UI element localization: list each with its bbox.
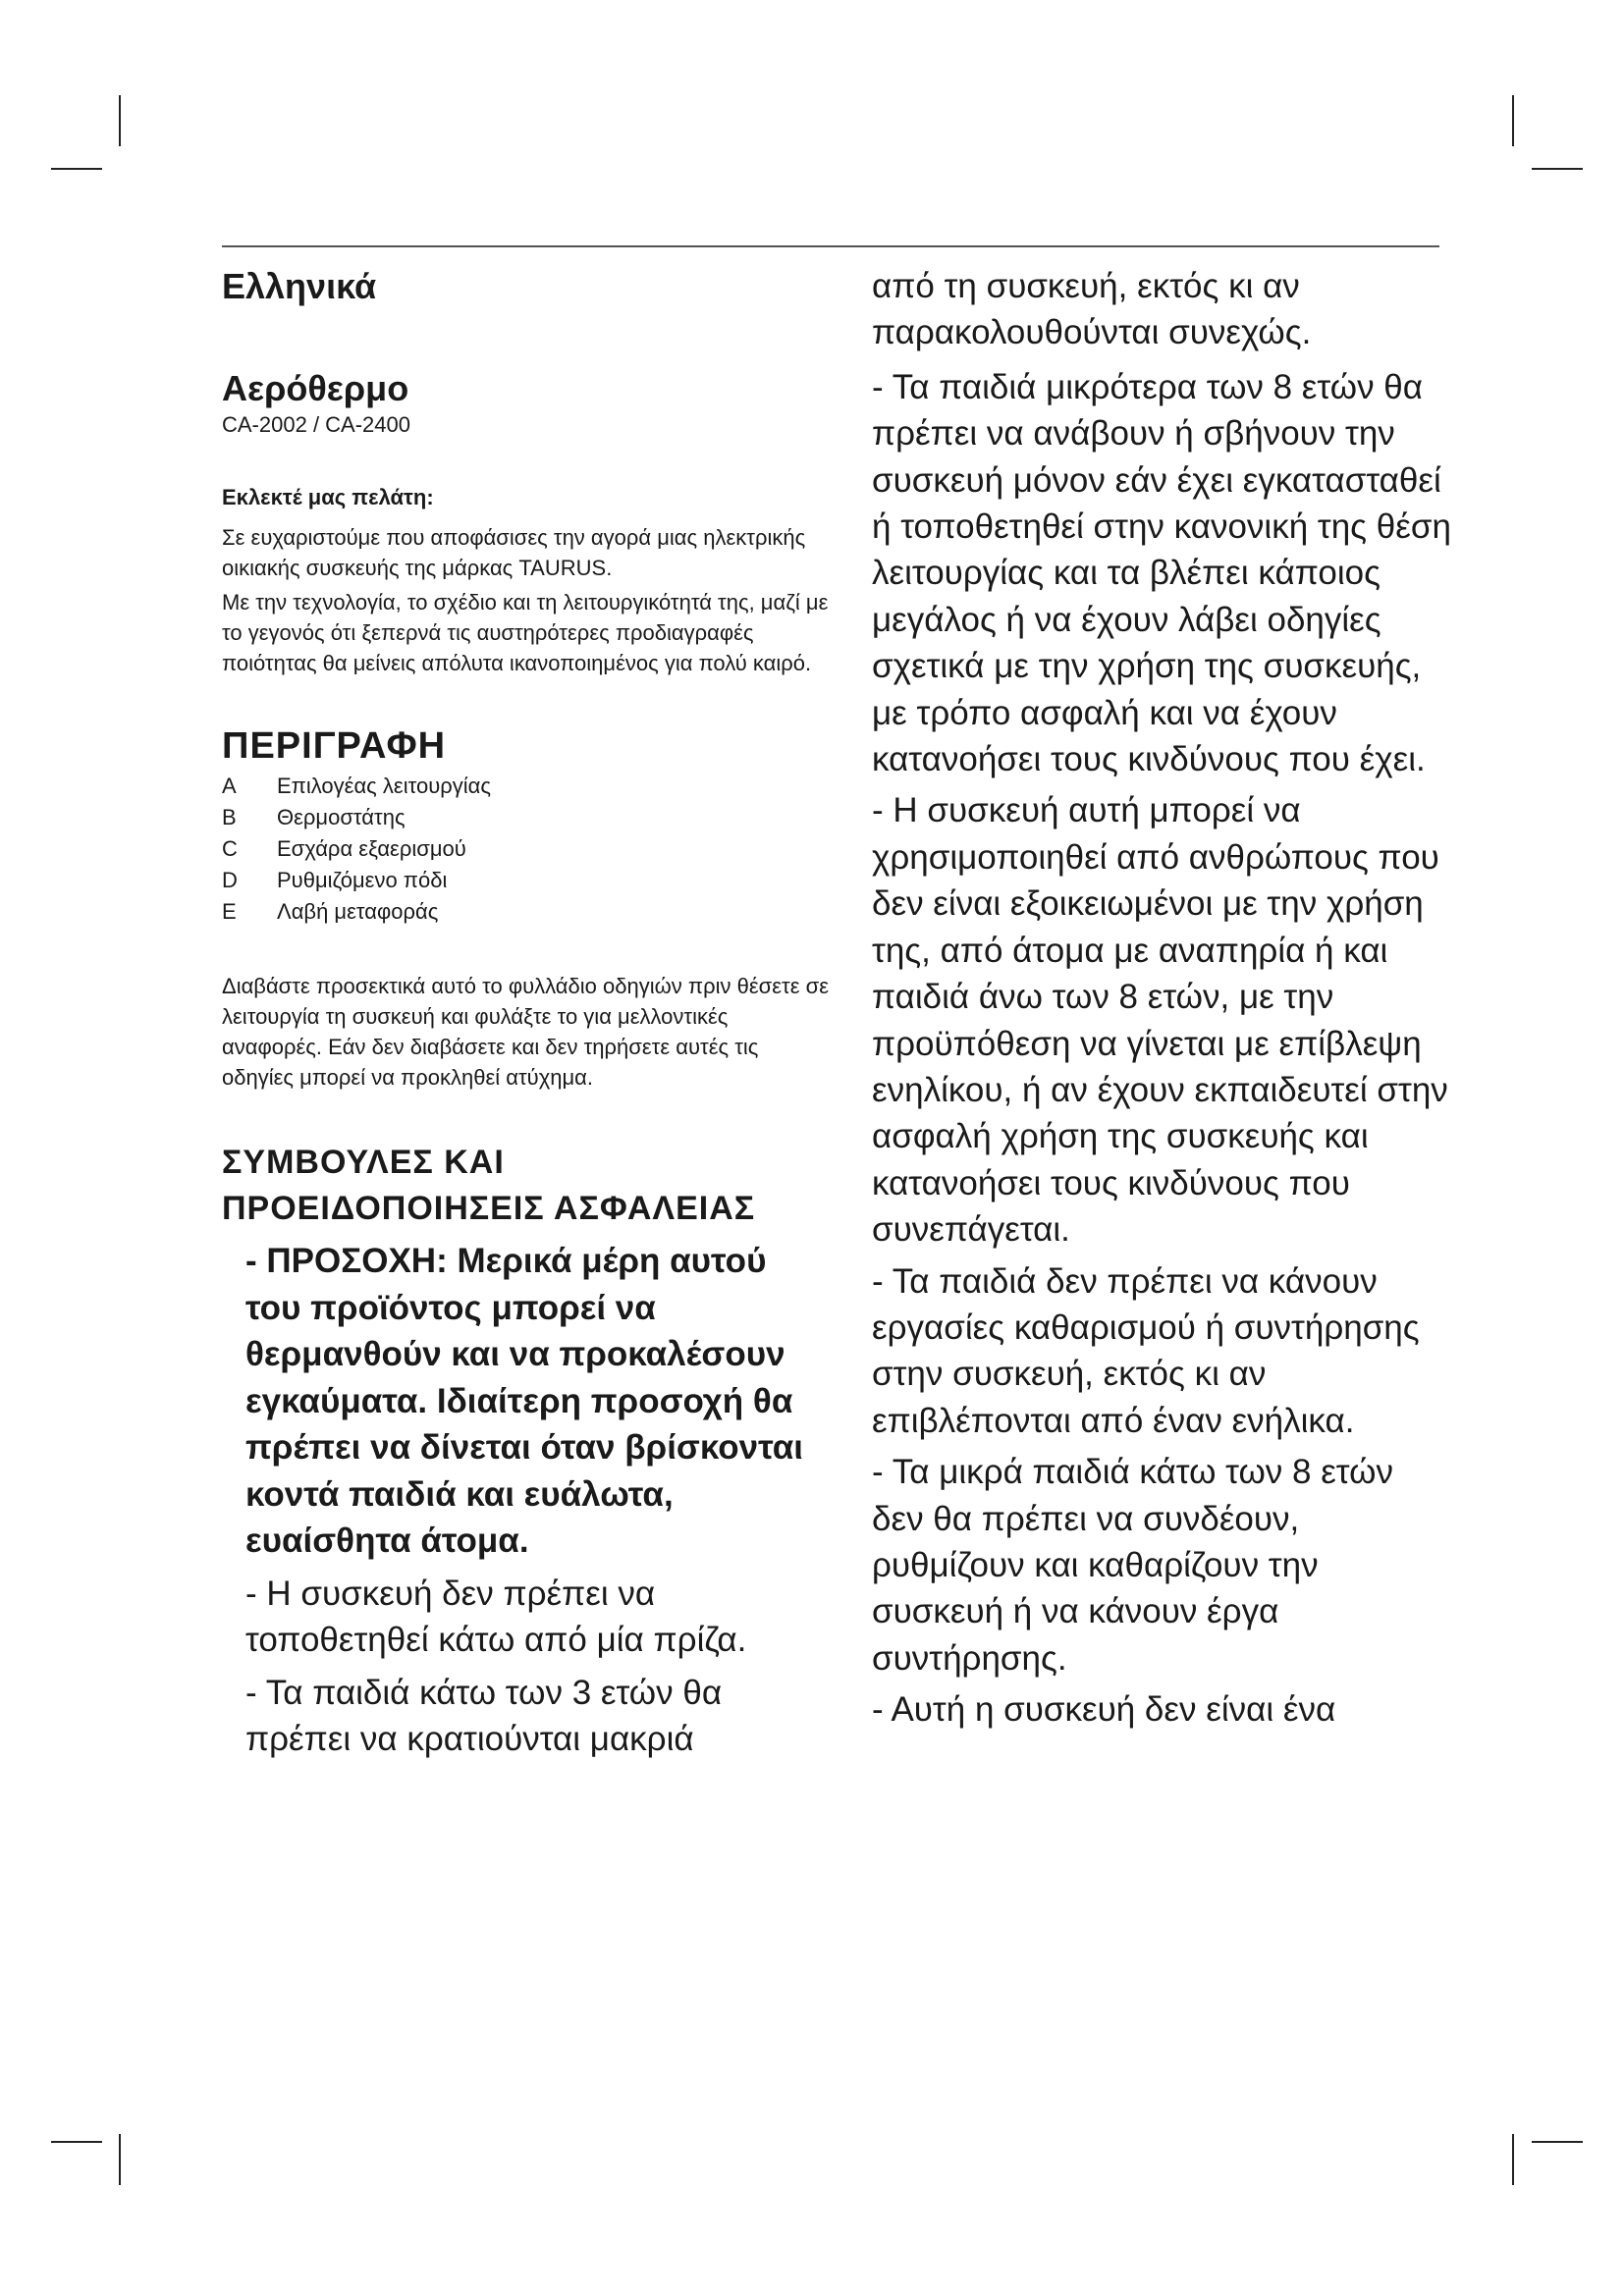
- description-title: ΠΕΡΙΓΡΑΦΗ: [222, 725, 447, 767]
- part-letter: E: [222, 899, 237, 924]
- right-column: [872, 263, 1451, 1738]
- safety-warning-caution: - ΠΡΟΣΟΧΗ: Μερικά μέρη αυτού του προϊόντος μπορεί να θερμανθούν και να προκαλέσουν εγκαύματα. Ιδιαίτερη προσοχή θα πρέπει να δίνεται όταν βρίσκονται κοντά παιδιά και ευάλωτα, ευαίσθητα άτομα.: [245, 1242, 803, 1560]
- part-label: Λαβή μεταφοράς: [277, 899, 439, 924]
- parts-list-item: [222, 771, 831, 802]
- safety-warning-continuation: από τη συσκευή, εκτός κι αν παρακολουθούνται συνεχώς.: [872, 267, 1312, 352]
- part-letter: A: [222, 774, 237, 798]
- part-label: Θερμοστάτης: [277, 805, 406, 829]
- safety-warning-item: - Τα παιδιά μικρότερα των 8 ετών θα πρέπει να ανάβουν ή σβήνουν την συσκευή μόνον εάν έχει εγκατασταθεί ή τοποθετηθεί στην κανονική της θέση λειτουργίας και τα βλέπει κάποιος μεγάλος ή να έχουν λάβει οδηγίες σχετικά με την χρήση της συσκευής, με τρόπο ασφαλή και να έχουν κατανοήσει τους κινδύνους που έχει.: [872, 367, 1451, 779]
- safety-warning-item: - Τα παιδιά δεν πρέπει να κάνουν εργασίες καθαρισμού ή συντήρησης στην συσκευή, εκτός κι αν επιβλέπονται από έναν ενήλικα.: [872, 1261, 1420, 1440]
- safety-title: ΣΥΜΒΟΥΛΕΣ ΚΑΙ ΠΡΟΕΙΔΟΠΟΙΗΣΕΙΣ ΑΣΦΑΛΕΙΑΣ: [222, 1144, 756, 1227]
- left-column: [222, 263, 831, 1769]
- crop-mark-bottom-right-vertical: [1512, 2134, 1514, 2185]
- intro-paragraph: Σε ευχαριστούμε που αποφάσισες την αγορά μιας ηλεκτρικής οικιακής συσκευής της μάρκας TAURUS.: [222, 525, 806, 580]
- header-rule: [222, 245, 1439, 247]
- safety-warning-item: - Τα μικρά παιδιά κάτω των 8 ετών δεν θα πρέπει να συνδέουν, ρυθμίζουν και καθαρίζουν την συσκευή ή να κάνουν έργα συντήρησης.: [872, 1453, 1393, 1678]
- crop-mark-bottom-right-horizontal: [1532, 2141, 1583, 2143]
- safety-warning-item: - Τα παιδιά κάτω των 3 ετών θα πρέπει να κρατιούνται μακριά: [245, 1673, 723, 1758]
- part-letter: C: [222, 836, 238, 861]
- read-instructions-note: Διαβάστε προσεκτικά αυτό το φυλλάδιο οδηγιών πριν θέσετε σε λειτουργία τη συσκευή και φυλάξτε το για μελλοντικές αναφορές. Εάν δεν διαβάσετε και δεν τηρήσετε αυτές τις οδηγίες μπορεί να προκληθεί ατύχημα.: [222, 974, 830, 1090]
- part-label: Επιλογέας λειτουργίας: [277, 774, 491, 798]
- crop-mark-bottom-left-vertical: [119, 2134, 121, 2185]
- product-title: Αερόθερμο: [222, 368, 409, 408]
- parts-list-item: [222, 802, 831, 833]
- parts-list-item: [222, 833, 831, 865]
- intro-section: [222, 483, 831, 678]
- crop-mark-top-right-vertical: [1512, 95, 1514, 146]
- greeting-heading: Εκλεκτέ μας πελάτη:: [222, 485, 434, 509]
- safety-warning-item: - Η συσκευή δεν πρέπει να τοποθετηθεί κάτω από μία πρίζα.: [245, 1574, 747, 1659]
- parts-list-item: [222, 865, 831, 896]
- language-title: Ελληνικά: [222, 266, 377, 306]
- crop-mark-top-left-horizontal: [51, 168, 102, 170]
- parts-list-item: [222, 896, 831, 928]
- parts-list: [222, 771, 831, 928]
- crop-mark-top-left-vertical: [119, 95, 121, 146]
- part-label: Εσχάρα εξαερισμού: [277, 836, 466, 861]
- part-label: Ρυθμιζόμενο πόδι: [277, 868, 448, 892]
- model-numbers: CA-2002 / CA-2400: [222, 412, 410, 437]
- safety-warning-item: - Η συσκευή αυτή μπορεί να χρησιμοποιηθεί από ανθρώπους που δεν είναι εξοικειωμένοι με την χρήση της, από άτομα με αναπηρία ή και παιδιά άνω των 8 ετών, με την προϋπόθεση να γίνεται με επίβλεψη ενηλίκου, ή αν έχουν εκπαιδευτεί στην ασφαλή χρήση της συσκευής και κατανοήσει τους κινδύνους που συνεπάγεται.: [872, 791, 1448, 1250]
- crop-mark-bottom-left-horizontal: [51, 2141, 102, 2143]
- safety-warning-item: - Αυτή η συσκευή δεν είναι ένα: [872, 1690, 1336, 1730]
- part-letter: D: [222, 868, 238, 892]
- crop-mark-top-right-horizontal: [1532, 168, 1583, 170]
- part-letter: B: [222, 805, 237, 829]
- intro-paragraph: Με την τεχνολογία, το σχέδιο και τη λειτουργικότητά της, μαζί με το γεγονός ότι ξεπερνά τις αυστηρότερες προδιαγραφές ποιότητας θα μείνεις απόλυτα ικανοποιημένος για πολύ καιρό.: [222, 590, 829, 675]
